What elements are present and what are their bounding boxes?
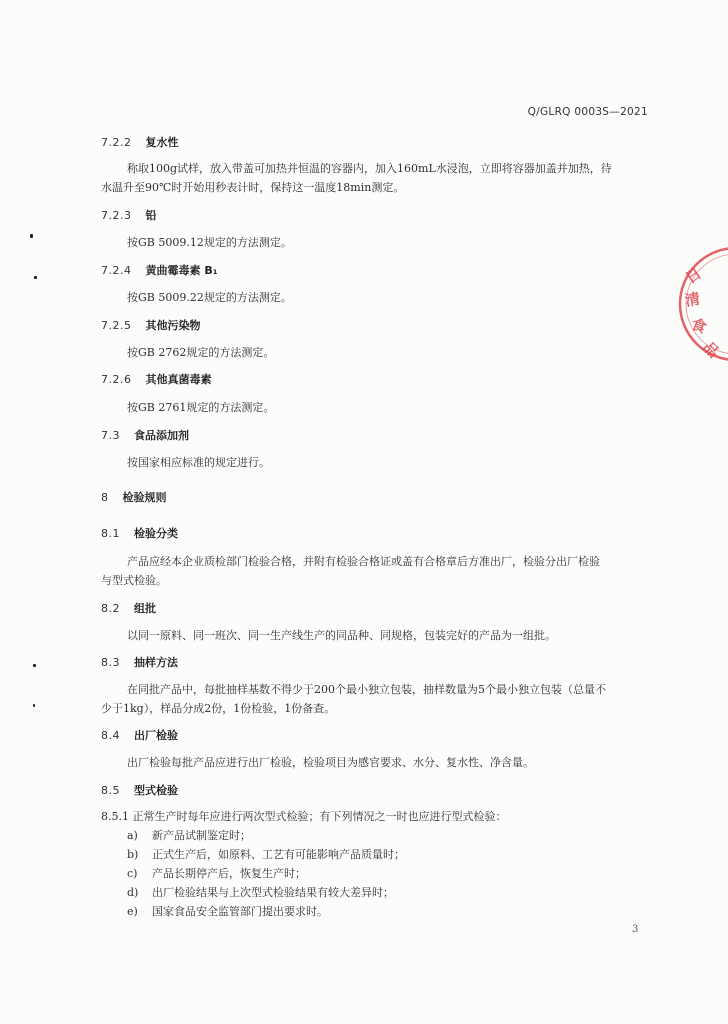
list-item xyxy=(127,848,405,862)
paragraph-line: 与型式检验。 xyxy=(101,574,167,587)
section-heading-7-2-4 xyxy=(101,264,218,278)
scan-speck xyxy=(33,704,35,707)
page-number: 3 xyxy=(632,924,639,935)
section-number: 7.2.2 xyxy=(101,136,132,149)
section-number: 7.2.5 xyxy=(101,319,132,332)
paragraph-line: 按GB 5009.12规定的方法测定。 xyxy=(127,236,292,249)
paragraph-line: 按GB 2761规定的方法测定。 xyxy=(127,401,275,414)
section-heading-7-2-5 xyxy=(101,319,201,333)
section-title: 检验规则 xyxy=(122,491,167,504)
section-number: 8.4 xyxy=(101,729,120,742)
paragraph-line: 按GB 5009.22规定的方法测定。 xyxy=(127,291,292,304)
section-heading-7-2-3 xyxy=(101,209,157,223)
section-title: 铅 xyxy=(145,209,157,222)
section-title: 出厂检验 xyxy=(134,729,178,742)
section-heading-8-5 xyxy=(101,784,178,798)
section-number: 8.1 xyxy=(101,527,120,540)
list-item-text: 新产品试制鉴定时； xyxy=(152,829,251,842)
section-heading-8 xyxy=(101,491,167,505)
company-seal-stamp xyxy=(676,244,728,364)
paragraph-line: 按国家相应标准的规定进行。 xyxy=(127,456,270,469)
list-item xyxy=(127,867,306,881)
section-title: 黄曲霉毒素 B₁ xyxy=(145,264,218,277)
paragraph-line: 按GB 2762规定的方法测定。 xyxy=(127,346,275,359)
section-number: 7.2.3 xyxy=(101,209,132,222)
paragraph-line: 8.5.1 正常生产时每年应进行两次型式检验；有下列情况之一时也应进行型式检验： xyxy=(101,810,507,823)
list-item xyxy=(127,886,394,900)
svg-text:食: 食 xyxy=(688,314,709,337)
section-title: 其他污染物 xyxy=(145,319,201,332)
section-heading-8-4 xyxy=(101,729,178,743)
paragraph-line: 水温升至90℃时开始用秒表计时，保持这一温度18min测定。 xyxy=(101,181,405,194)
list-item xyxy=(127,829,251,843)
section-heading-7-3 xyxy=(101,429,189,443)
section-number: 8.2 xyxy=(101,602,120,615)
scan-speck xyxy=(33,664,36,667)
section-title: 其他真菌毒素 xyxy=(145,373,212,386)
paragraph-line: 产品应经本企业质检部门检验合格，并附有检验合格证或盖有合格章后方准出厂，检验分出厂检验 xyxy=(127,555,600,568)
svg-text:清: 清 xyxy=(683,289,702,310)
section-title: 组批 xyxy=(134,602,156,615)
list-item-label: b) xyxy=(127,848,139,861)
paragraph-line: 称取100g试样，放入带盖可加热并恒温的容器内，加入160mL水浸泡，立即将容器加盖并加热，待 xyxy=(127,162,612,175)
list-item xyxy=(127,905,328,919)
svg-text:日: 日 xyxy=(681,263,705,288)
scan-speck xyxy=(30,234,33,238)
section-number: 7.3 xyxy=(101,429,120,442)
section-heading-8-3 xyxy=(101,656,178,670)
section-heading-8-1 xyxy=(101,527,178,541)
list-item-text: 正式生产后，如原料、工艺有可能影响产品质量时； xyxy=(152,848,405,861)
list-item-label: d) xyxy=(127,886,139,899)
section-heading-7-2-2 xyxy=(101,136,179,150)
list-item-label: c) xyxy=(127,867,138,880)
section-number: 7.2.4 xyxy=(101,264,132,277)
section-title: 检验分类 xyxy=(134,527,178,540)
list-item-label: a) xyxy=(127,829,138,842)
paragraph-line: 在同批产品中，每批抽样基数不得少于200个最小独立包装，抽样数量为5个最小独立包装（总量不 xyxy=(127,683,606,696)
section-number: 8 xyxy=(101,491,109,504)
section-title: 抽样方法 xyxy=(134,656,178,669)
section-number: 7.2.6 xyxy=(101,373,132,386)
paragraph-line: 少于1kg），样品分成2份，1份检验，1份备查。 xyxy=(101,702,336,715)
document-code: Q/GLRQ 0003S—2021 xyxy=(527,106,648,118)
list-item-text: 国家食品安全监管部门提出要求时。 xyxy=(152,905,328,918)
list-item-text: 出厂检验结果与上次型式检验结果有较大差异时； xyxy=(152,886,394,899)
paragraph-line: 以同一原料、同一班次、同一生产线生产的同品种、同规格，包装完好的产品为一组批。 xyxy=(127,629,556,642)
section-number: 8.3 xyxy=(101,656,120,669)
section-title: 食品添加剂 xyxy=(134,429,189,442)
paragraph-line: 出厂检验每批产品应进行出厂检验，检验项目为感官要求、水分、复水性、净含量。 xyxy=(127,756,534,769)
section-heading-8-2 xyxy=(101,602,156,616)
section-number: 8.5 xyxy=(101,784,120,797)
section-title: 复水性 xyxy=(145,136,179,149)
section-heading-7-2-6 xyxy=(101,373,212,387)
list-item-text: 产品长期停产后，恢复生产时； xyxy=(152,867,306,880)
svg-text:品: 品 xyxy=(699,338,723,362)
scan-speck xyxy=(34,276,37,279)
list-item-label: e) xyxy=(127,905,138,918)
section-title: 型式检验 xyxy=(134,784,178,797)
